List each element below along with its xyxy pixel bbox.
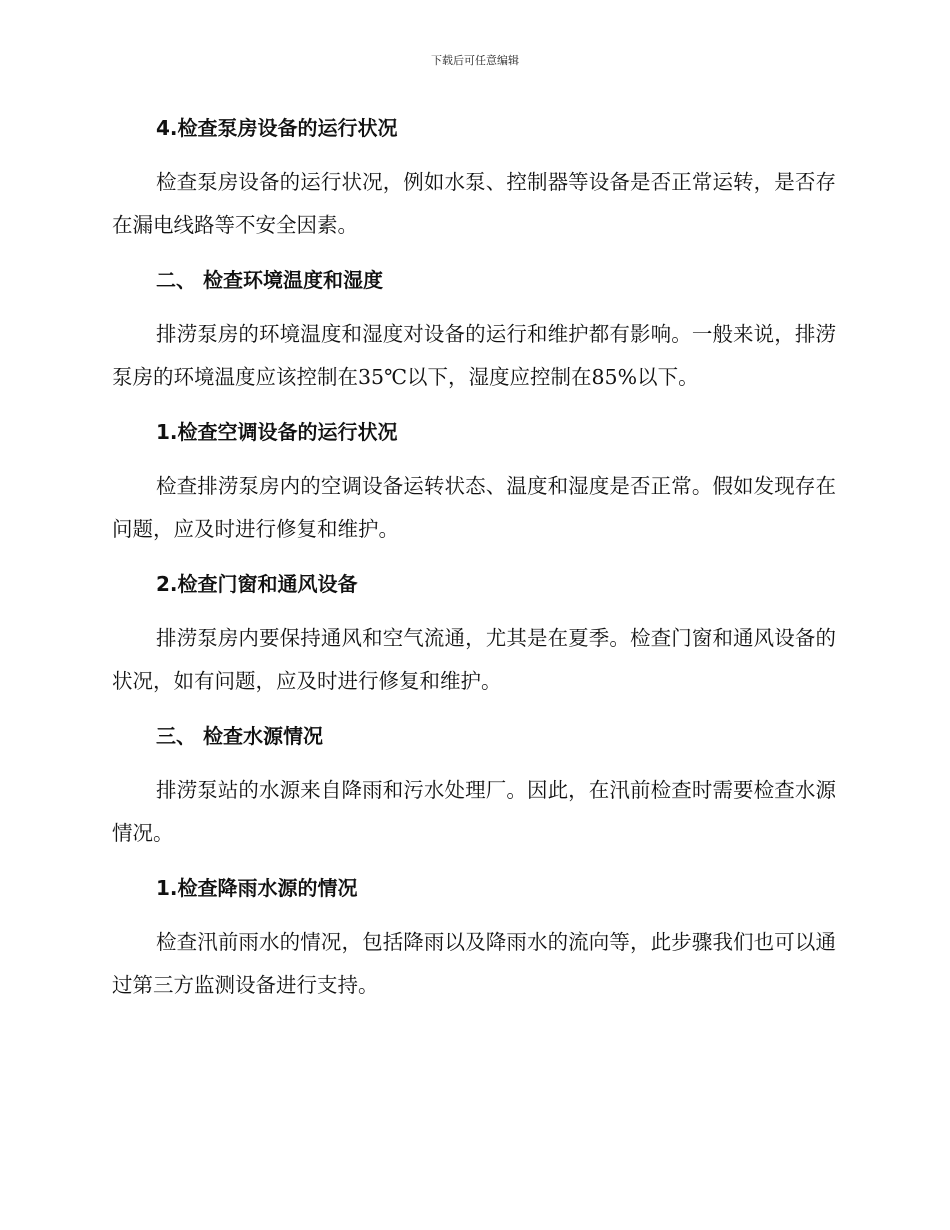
page-header-note: 下载后可任意编辑 bbox=[431, 54, 519, 67]
section-paragraph: 排涝泵房内要保持通风和空气流通，尤其是在夏季。检查门窗和通风设备的状况，如有问题，应及时进行修复和维护。 bbox=[112, 626, 836, 693]
section-heading: 三、 检查水源情况 bbox=[156, 724, 323, 748]
section-heading: 二、 检查环境温度和湿度 bbox=[156, 268, 383, 292]
section-heading: 1.检查空调设备的运行状况 bbox=[156, 420, 398, 444]
section-paragraph: 检查排涝泵房内的空调设备运转状态、温度和湿度是否正常。假如发现存在问题，应及时进行修复和维护。 bbox=[112, 474, 836, 541]
section-paragraph: 检查泵房设备的运行状况，例如水泵、控制器等设备是否正常运转，是否存在漏电线路等不安全因素。 bbox=[112, 170, 836, 237]
section-paragraph: 排涝泵房的环境温度和湿度对设备的运行和维护都有影响。一般来说，排涝泵房的环境温度应该控制在35℃以下，湿度应控制在85%以下。 bbox=[112, 322, 836, 389]
section-paragraph: 检查汛前雨水的情况，包括降雨以及降雨水的流向等，此步骤我们也可以通过第三方监测设备进行支持。 bbox=[112, 930, 836, 997]
section-heading: 2.检查门窗和通风设备 bbox=[156, 572, 358, 596]
section-heading: 1.检查降雨水源的情况 bbox=[156, 876, 358, 900]
section-heading: 4.检查泵房设备的运行状况 bbox=[156, 116, 398, 140]
section-paragraph: 排涝泵站的水源来自降雨和污水处理厂。因此，在汛前检查时需要检查水源情况。 bbox=[112, 778, 836, 845]
